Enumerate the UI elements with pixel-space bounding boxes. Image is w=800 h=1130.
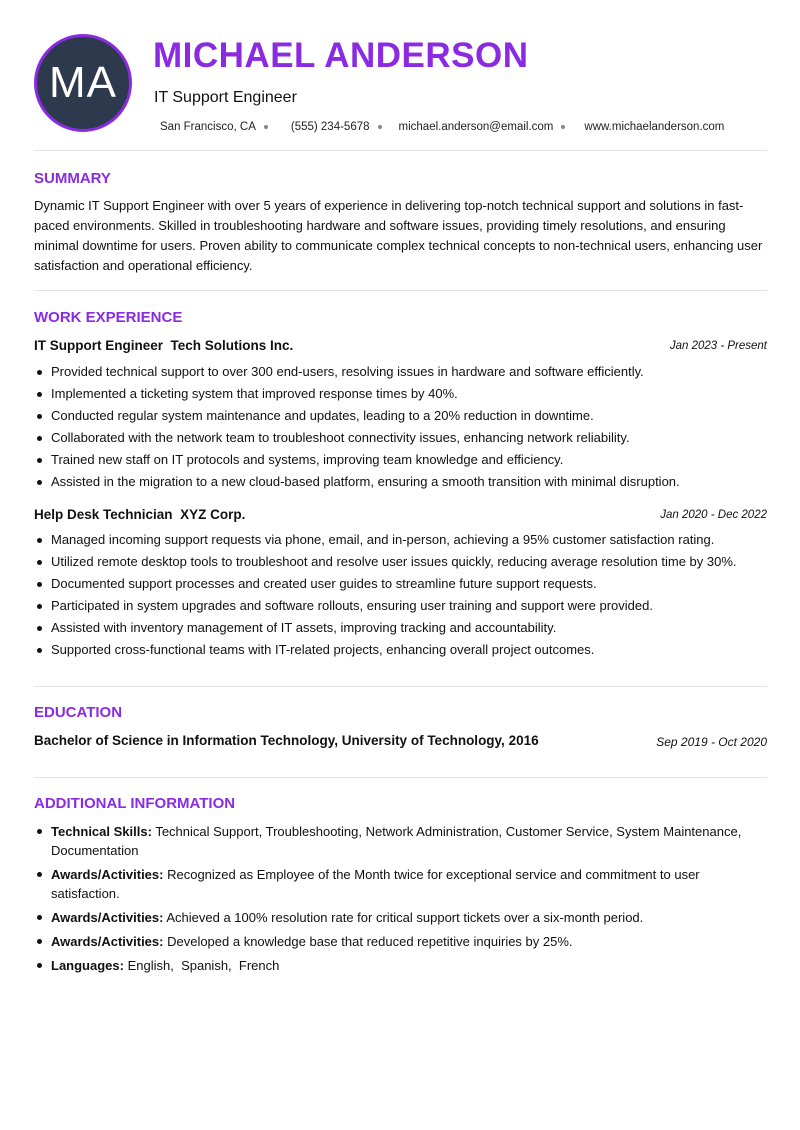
list-item: Utilized remote desktop tools to troubleshoot and resolve user issues quickly, reducing average resolution time by 30%. (34, 552, 767, 574)
job-header (34, 507, 767, 525)
divider (34, 686, 767, 687)
candidate-name: MICHAEL ANDERSON (153, 36, 529, 75)
item-label: Languages: (51, 958, 124, 973)
list-item: Assisted in the migration to a new cloud-based platform, ensuring a smooth transition with minimal disruption. (34, 472, 767, 494)
job-company: XYZ Corp. (180, 507, 246, 522)
contact-email[interactable]: michael.anderson@email.com (398, 121, 554, 133)
job-dates: Jan 2023 - Present (669, 340, 767, 352)
summary-heading: SUMMARY (34, 170, 111, 187)
contact-website[interactable]: www.michaelanderson.com (584, 121, 725, 133)
list-item: Provided technical support to over 300 end-users, resolving issues in hardware and software efficiently. (34, 362, 767, 384)
resume-header (34, 34, 767, 138)
education-row (34, 733, 767, 751)
item-label: Awards/Activities: (51, 910, 164, 925)
list-item: Trained new staff on IT protocols and systems, improving team knowledge and efficiency. (34, 450, 767, 472)
list-item: Managed incoming support requests via phone, email, and in-person, achieving a 95% customer satisfaction rating. (34, 530, 767, 552)
job-role-company (34, 338, 293, 353)
job-company: Tech Solutions Inc. (170, 338, 294, 353)
separator-dot (378, 125, 382, 129)
item-text: Achieved a 100% resolution rate for critical support tickets over a six-month period. (166, 910, 644, 925)
list-item (34, 956, 767, 975)
list-item: Supported cross-functional teams with IT-related projects, enhancing overall project outcomes. (34, 640, 767, 662)
additional-heading: ADDITIONAL INFORMATION (34, 795, 236, 812)
job-bullets (34, 530, 767, 662)
item-label: Awards/Activities: (51, 867, 164, 882)
job-header (34, 338, 767, 356)
avatar (34, 34, 132, 132)
list-item: Documented support processes and created user guides to streamline future support requests. (34, 574, 767, 596)
item-text: Recognized as Employee of the Month twice for exceptional service and commitment to user satisfaction. (51, 867, 700, 901)
candidate-title: IT Support Engineer (154, 89, 297, 106)
experience-heading: WORK EXPERIENCE (34, 309, 183, 326)
list-item: Conducted regular system maintenance and updates, leading to a 20% reduction in downtime. (34, 406, 767, 428)
list-item (34, 865, 767, 903)
list-item: Collaborated with the network team to troubleshoot connectivity issues, enhancing network reliability. (34, 428, 767, 450)
item-label: Awards/Activities: (51, 934, 164, 949)
job-role-company (34, 507, 245, 522)
education-dates: Sep 2019 - Oct 2020 (656, 735, 767, 749)
list-item: Participated in system upgrades and software rollouts, ensuring user training and support were provided. (34, 596, 767, 618)
job-dates: Jan 2020 - Dec 2022 (660, 509, 767, 521)
separator-dot (561, 125, 565, 129)
contact-line (160, 121, 724, 133)
job-role: Help Desk Technician (34, 507, 173, 522)
list-item (34, 932, 767, 951)
item-text: Technical Support, Troubleshooting, Network Administration, Customer Service, System Maintenance, Documentation (51, 824, 742, 858)
job-role: IT Support Engineer (34, 338, 164, 353)
list-item (34, 908, 767, 927)
divider (34, 290, 767, 291)
list-item: Assisted with inventory management of IT assets, improving tracking and accountability. (34, 618, 767, 640)
item-text: English, Spanish, French (127, 958, 280, 973)
item-label: Technical Skills: (51, 824, 152, 839)
summary-text: Dynamic IT Support Engineer with over 5 years of experience in delivering top-notch technical support and solutions in fast-paced environments. Skilled in troubleshooting hardware and software issues, providing timely resolutions, and ensuring minimal downtime for users. Proven ability to communicate complex technical concepts to non-technical users, enhancing user satisfaction and operational efficiency. (34, 198, 763, 273)
separator-dot (264, 125, 268, 129)
divider (34, 150, 767, 151)
additional-list (34, 822, 767, 980)
list-item (34, 822, 767, 860)
job-bullets (34, 362, 767, 494)
list-item: Implemented a ticketing system that improved response times by 40%. (34, 384, 767, 406)
contact-phone: (555) 234-5678 (290, 121, 370, 133)
education-degree: Bachelor of Science in Information Technology, University of Technology, 2016 (34, 733, 539, 748)
avatar-initials: MA (49, 58, 117, 107)
education-heading: EDUCATION (34, 704, 123, 721)
item-text: Developed a knowledge base that reduced repetitive inquiries by 25%. (167, 934, 573, 949)
divider (34, 777, 767, 778)
contact-location: San Francisco, CA (160, 121, 256, 133)
